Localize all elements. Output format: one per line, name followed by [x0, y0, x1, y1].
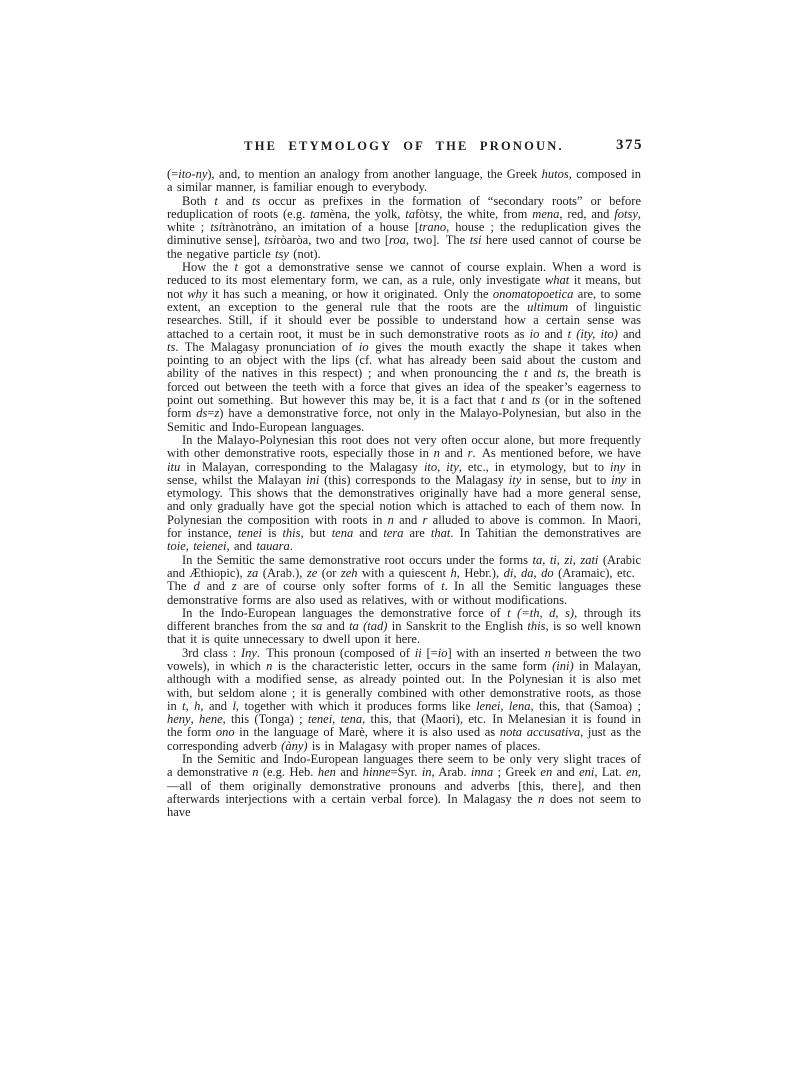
page-number: 375 — [616, 137, 643, 153]
paragraph: How the t got a demonstrative sense we cannot of course explain. When a word is reduced to its most elementary form, we can, as a rule, only investigate what it means, but not why it has such a meaning, or how it originated. Only the onomatopoetica are, to some extent, an exception to the general rule that the roots are the ultimum of linguistic researches. Still, if it should ever be possible to understand how a certain sense was attached to a certain root, it must be in such demonstrative roots as io and t (ity, ito) and ts. The Malagasy pronunciation of io gives the mouth exactly the shape it takes when pointing to an object with the lips (cf. what has already been said about the custom and ability of the natives in this respect) ; and when pronouncing the t and ts, the breath is forced out between the teeth with a force that gives an idea of the speaker’s eagerness to point out something. But however this may be, it is a fact that t and ts (or in the softened form ds=z) have a demonstrative force, not only in the Malayo-Polynesian, but also in the Semitic and Indo-European languages. — [167, 260, 642, 434]
running-header — [167, 139, 641, 158]
paragraph: In the Semitic the same demonstrative root occurs under the forms ta, ti, zi, zati (Arabic and Æthiopic), za (Arab.), ze (or zeh with a quiescent h, Hebr.), di, da, do (Aramaic), etc. The d and z are of course only softer forms of t. In all the Semitic languages these demonstrative forms are also used as relatives, with or without modifications. — [167, 552, 642, 607]
paragraph: (=ito-ny), and, to mention an analogy from another language, the Greek hutos, composed in a similar manner, is familiar enough to everybody. — [167, 167, 641, 195]
paragraph: In the Indo-European languages the demonstrative force of t (=th, d, s), through its different branches from the sa and ta (tad) in Sanskrit to the English this, is so well known that it is quite unnecessary to dwell upon it here. — [167, 605, 641, 647]
page-title: THE ETYMOLOGY OF THE PRONOUN. — [244, 139, 564, 153]
text-column — [167, 139, 641, 820]
paragraph: 3rd class : Iny. This pronoun (composed of ii [=io] with an inserted n between the two vowels), in which n is the characteristic letter, occurs in the same form (ini) in Malayan, although with a modified sense, as already pointed out. In the Polynesian it is also met with, but seldom alone ; it is generally combined with other demonstrative roots, as those in t, h, and l, together with which it produces forms like lenei, lena, this, that (Samoa) ; heny, hene, this (Tonga) ; tenei, tena, this, that (Maori), etc. In Melanesian it is found in the form ono in the language of Marè, where it is also used as nota accusativa, just as the corresponding adverb (àny) is in Malagasy with proper names of places. — [167, 645, 641, 753]
page-body — [167, 168, 641, 820]
paragraph: In the Semitic and Indo-European languages there seem to be only very slight traces of a demonstrative n (e.g. Heb. hen and hinne=Syr. in, Arab. inna ; Greek en and eni, Lat. en,—all of them originally demonstrative pronouns and adverbs [this, there], and then afterwards interjections with a certain verbal force). In Malagasy the n does not seem to have — [167, 752, 642, 820]
paragraph: In the Malayo-Polynesian this root does not very often occur alone, but more frequently with other demonstrative roots, especially those in n and r. As mentioned before, we have itu in Malayan, corresponding to the Malagasy ito, ity, etc., in etymology, but to iny in sense, whilst the Malayan ini (this) corresponds to the Malagasy ity in sense, but to iny in etymology. This shows that the demonstratives originally have had a more general sense, and only gradually have got the special notion which is attached to each of them now. In Polynesian the composition with roots in n and r alluded to above is common. In Maori, for instance, tenei is this, but tena and tera are that. In Tahitian the demonstratives are toie, teienei, and tauara. — [167, 432, 641, 554]
paragraph: Both t and ts occur as prefixes in the formation of “secondary roots” or before reduplication of roots (e.g. tamèna, the yolk, tafòtsy, the white, from mena, red, and fotsy, white ; tsitrànotràno, an imitation of a house [trano, house ; the reduplication gives the diminutive sense], tsiròaròa, two and two [roa, two]. The tsi here used cannot of course be the negative particle tsy (not). — [167, 193, 642, 261]
